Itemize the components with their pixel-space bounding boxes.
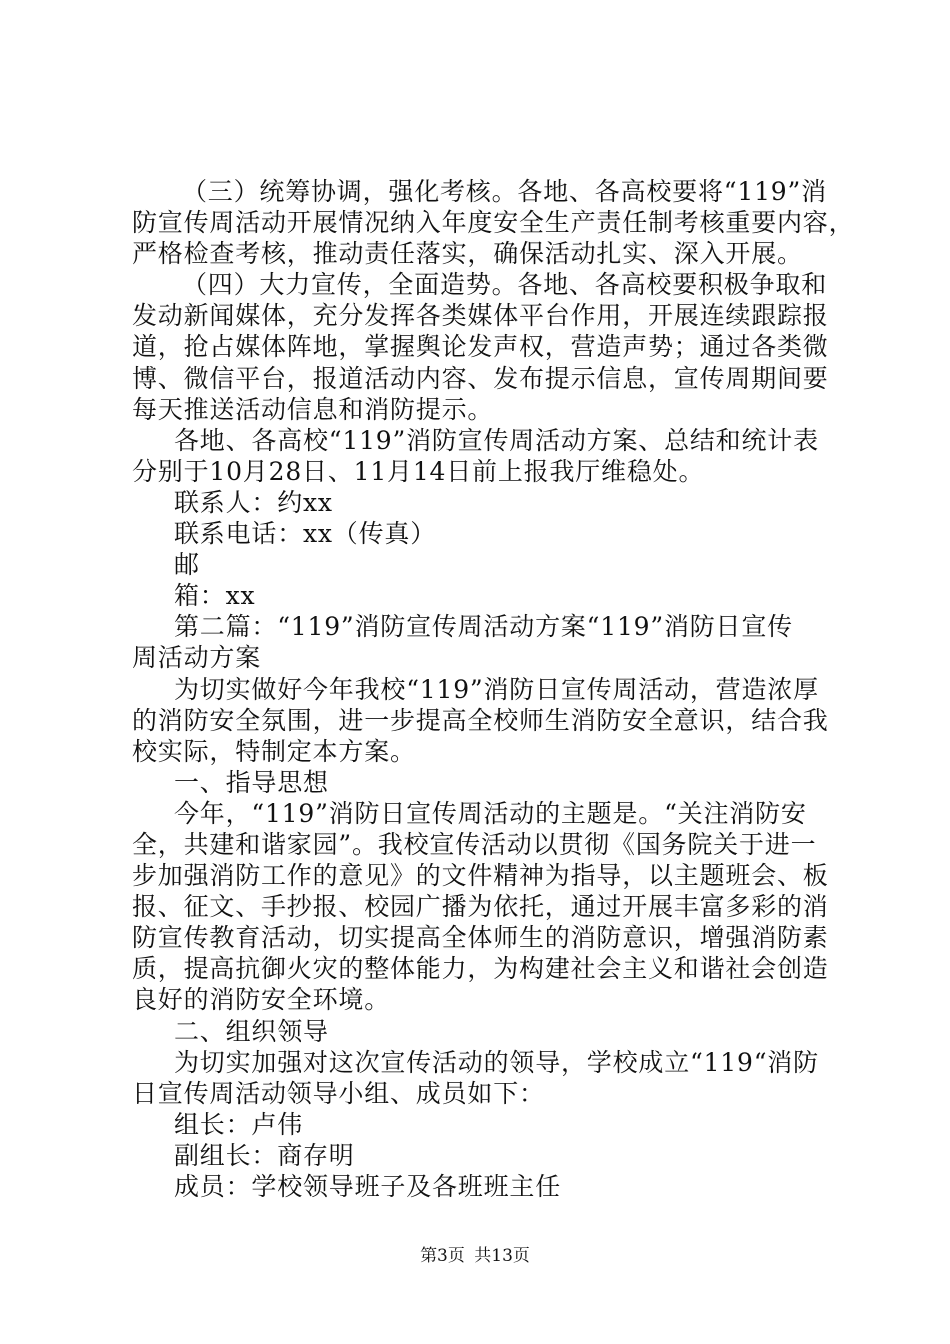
text-line: 副组长：商存明: [174, 1140, 355, 1170]
text-line: 发动新闻媒体，充分发挥各类媒体平台作用，开展连续跟踪报: [132, 301, 829, 331]
text-line: 报、征文、手抄报、校园广播为依托，通过开展丰富多彩的消: [132, 892, 829, 922]
text-line: 各地、各高校“119”消防宣传周活动方案、总结和统计表: [174, 425, 819, 455]
text-line: 邮: [174, 550, 200, 580]
text-line: 道，抢占媒体阵地，掌握舆论发声权，营造声势；通过各类微: [132, 332, 829, 362]
text-line: 防宣传周活动开展情况纳入年度安全生产责任制考核重要内容，: [132, 208, 855, 238]
text-line: 质，提高抗御火灾的整体能力，为构建社会主义和谐社会创造: [132, 954, 829, 984]
page-footer: [0, 1246, 950, 1266]
text-line: （四）大力宣传，全面造势。各地、各高校要积极争取和: [182, 270, 828, 300]
page-number: 第3页: [420, 1246, 465, 1266]
text-line: 校实际，特制定本方案。: [132, 736, 416, 766]
text-line: 的消防安全氛围，进一步提高全校师生消防安全意识，结合我: [132, 705, 829, 735]
text-line: 严格检查考核，推动责任落实，确保活动扎实、深入开展。: [132, 239, 803, 269]
text-line: 防宣传教育活动，切实提高全体师生的消防意识，增强消防素: [132, 923, 829, 953]
text-line: 分别于10月28日、11月14日前上报我厅维稳处。: [132, 456, 705, 486]
text-line: 联系人：约xx: [174, 487, 333, 517]
text-line: 第二篇：“119”消防宣传周活动方案“119”消防日宣传: [174, 612, 793, 642]
text-line: 博、微信平台，报道活动内容、发布提示信息，宣传周期间要: [132, 363, 829, 393]
text-line: （三）统筹协调，强化考核。各地、各高校要将“119”消: [182, 177, 827, 206]
text-line: 联系电话：xx（传真）: [174, 519, 436, 549]
text-line: 全，共建和谐家园”。我校宣传活动以贯彻《国务院关于进一: [132, 829, 817, 859]
text-line: 步加强消防工作的意见》的文件精神为指导，以主题班会、板: [132, 861, 829, 891]
text-line: 日宣传周活动领导小组、成员如下：: [132, 1078, 545, 1108]
text-line: 为切实做好今年我校“119”消防日宣传周活动，营造浓厚: [174, 674, 819, 704]
text-line: 成员：学校领导班子及各班班主任: [174, 1172, 562, 1201]
text-line: 二、组织领导: [174, 1016, 329, 1046]
document-body: [132, 176, 855, 1202]
text-line: 周活动方案: [132, 643, 262, 673]
text-line: 每天推送活动信息和消防提示。: [132, 394, 494, 424]
text-line: 箱：xx: [174, 581, 256, 611]
text-line: 为切实加强对这次宣传活动的领导，学校成立“119“消防: [174, 1047, 819, 1077]
text-line: 良好的消防安全环境。: [132, 985, 391, 1015]
text-line: 今年，“119”消防日宣传周活动的主题是。“关注消防安: [174, 798, 807, 828]
text-line: 一、指导思想: [174, 767, 329, 797]
text-line: 组长：卢伟: [174, 1109, 304, 1139]
page-total: 共13页: [474, 1246, 530, 1266]
